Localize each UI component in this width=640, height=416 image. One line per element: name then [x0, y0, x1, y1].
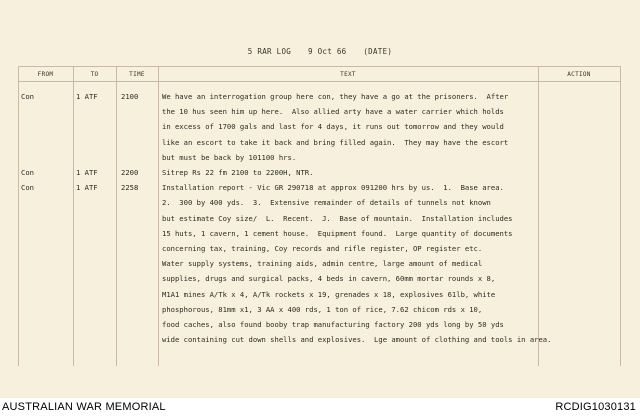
row-time: 2200	[121, 168, 139, 177]
row-text: We have an interrogation group here con, they have a go at the prisoners. After	[162, 92, 509, 101]
log-row	[0, 104, 640, 118]
log-row	[0, 226, 640, 240]
row-from: Con	[21, 168, 34, 177]
log-row	[0, 287, 640, 301]
row-text: phosphorous, 81mm x1, 3 AA x 400 rds, 1 ton of rice, 7.62 chicom rds x 10,	[162, 304, 483, 314]
log-row	[0, 256, 640, 270]
archive-footer	[0, 398, 640, 416]
row-text: in excess of 1700 gals and last for 4 days, it runs out tomorrow and they would	[162, 122, 504, 132]
row-text: but must be back by 101100 hrs.	[162, 152, 297, 162]
log-row	[0, 332, 640, 346]
row-text: but estimate Coy size/ L. Recent. J. Base of mountain. Installation includes	[162, 213, 513, 223]
log-date: 9 Oct 66	[307, 47, 347, 56]
header-divider	[18, 81, 620, 82]
row-text: food caches, also found booby trap manufacturing factory 200 yds long by 50 yds	[162, 320, 504, 329]
archive-reference: RCDIG1030131	[555, 401, 636, 413]
log-title: 5 RAR LOG	[247, 47, 292, 56]
row-text: Water supply systems, training aids, admin centre, large amount of medical	[162, 259, 483, 269]
log-row	[0, 195, 640, 209]
log-row	[0, 135, 640, 149]
col-header-time: TIME	[129, 71, 145, 78]
row-text: Sitrep Rs 22 fm 2100 to 2200H, NTR.	[162, 168, 314, 177]
row-text: supplies, drugs and surgical packs, 4 beds in cavern, 60mm mortar rounds x 8,	[162, 274, 496, 284]
row-to: 1 ATF	[76, 168, 98, 177]
row-text: 15 huts, 1 cavern, 1 cement house. Equipment found. Large quantity of documents	[162, 228, 513, 238]
row-time: 2258	[121, 183, 139, 193]
row-text: Installation report - Vic GR 290718 at approx 091200 hrs by us. 1. Base area.	[162, 183, 504, 193]
row-from: Con	[21, 183, 34, 193]
log-header	[0, 47, 640, 56]
log-row	[0, 89, 640, 103]
log-row	[0, 211, 640, 225]
log-row	[0, 180, 640, 194]
log-row	[0, 271, 640, 285]
log-row	[0, 165, 640, 179]
log-row	[0, 119, 640, 133]
log-row	[0, 150, 640, 164]
table-top-border	[18, 66, 620, 67]
row-text: the 10 hus seen him up here. Also allied arty have a water carrier which holds	[162, 107, 504, 117]
log-date-label: (DATE)	[363, 47, 393, 56]
row-time: 2100	[121, 92, 139, 101]
col-header-text: TEXT	[340, 71, 356, 78]
row-to: 1 ATF	[76, 92, 98, 101]
col-header-action: ACTION	[567, 71, 591, 78]
log-row	[0, 317, 640, 331]
log-row	[0, 302, 640, 316]
row-to: 1 ATF	[76, 183, 98, 193]
row-from: Con	[21, 92, 34, 101]
row-text: M1A1 mines A/Tk x 4, A/Tk rockets x 19, grenades x 18, explosives 61lb, white	[162, 289, 496, 299]
row-text: wide containing cut down shells and explosives. Lge amount of clothing and tools in area.	[162, 335, 552, 345]
row-text: concerning tax, training, Coy records and rifle register, OP register etc.	[162, 244, 483, 253]
log-row	[0, 241, 640, 255]
archive-name: AUSTRALIAN WAR MEMORIAL	[2, 401, 166, 413]
row-text: 2. 300 by 400 yds. 3. Extensive remainder of details of tunnels not known	[162, 198, 491, 208]
col-header-to: TO	[90, 71, 99, 78]
col-header-from: FROM	[37, 71, 54, 78]
row-text: like an escort to take it back and bring filled again. They may have the escort	[162, 137, 509, 147]
